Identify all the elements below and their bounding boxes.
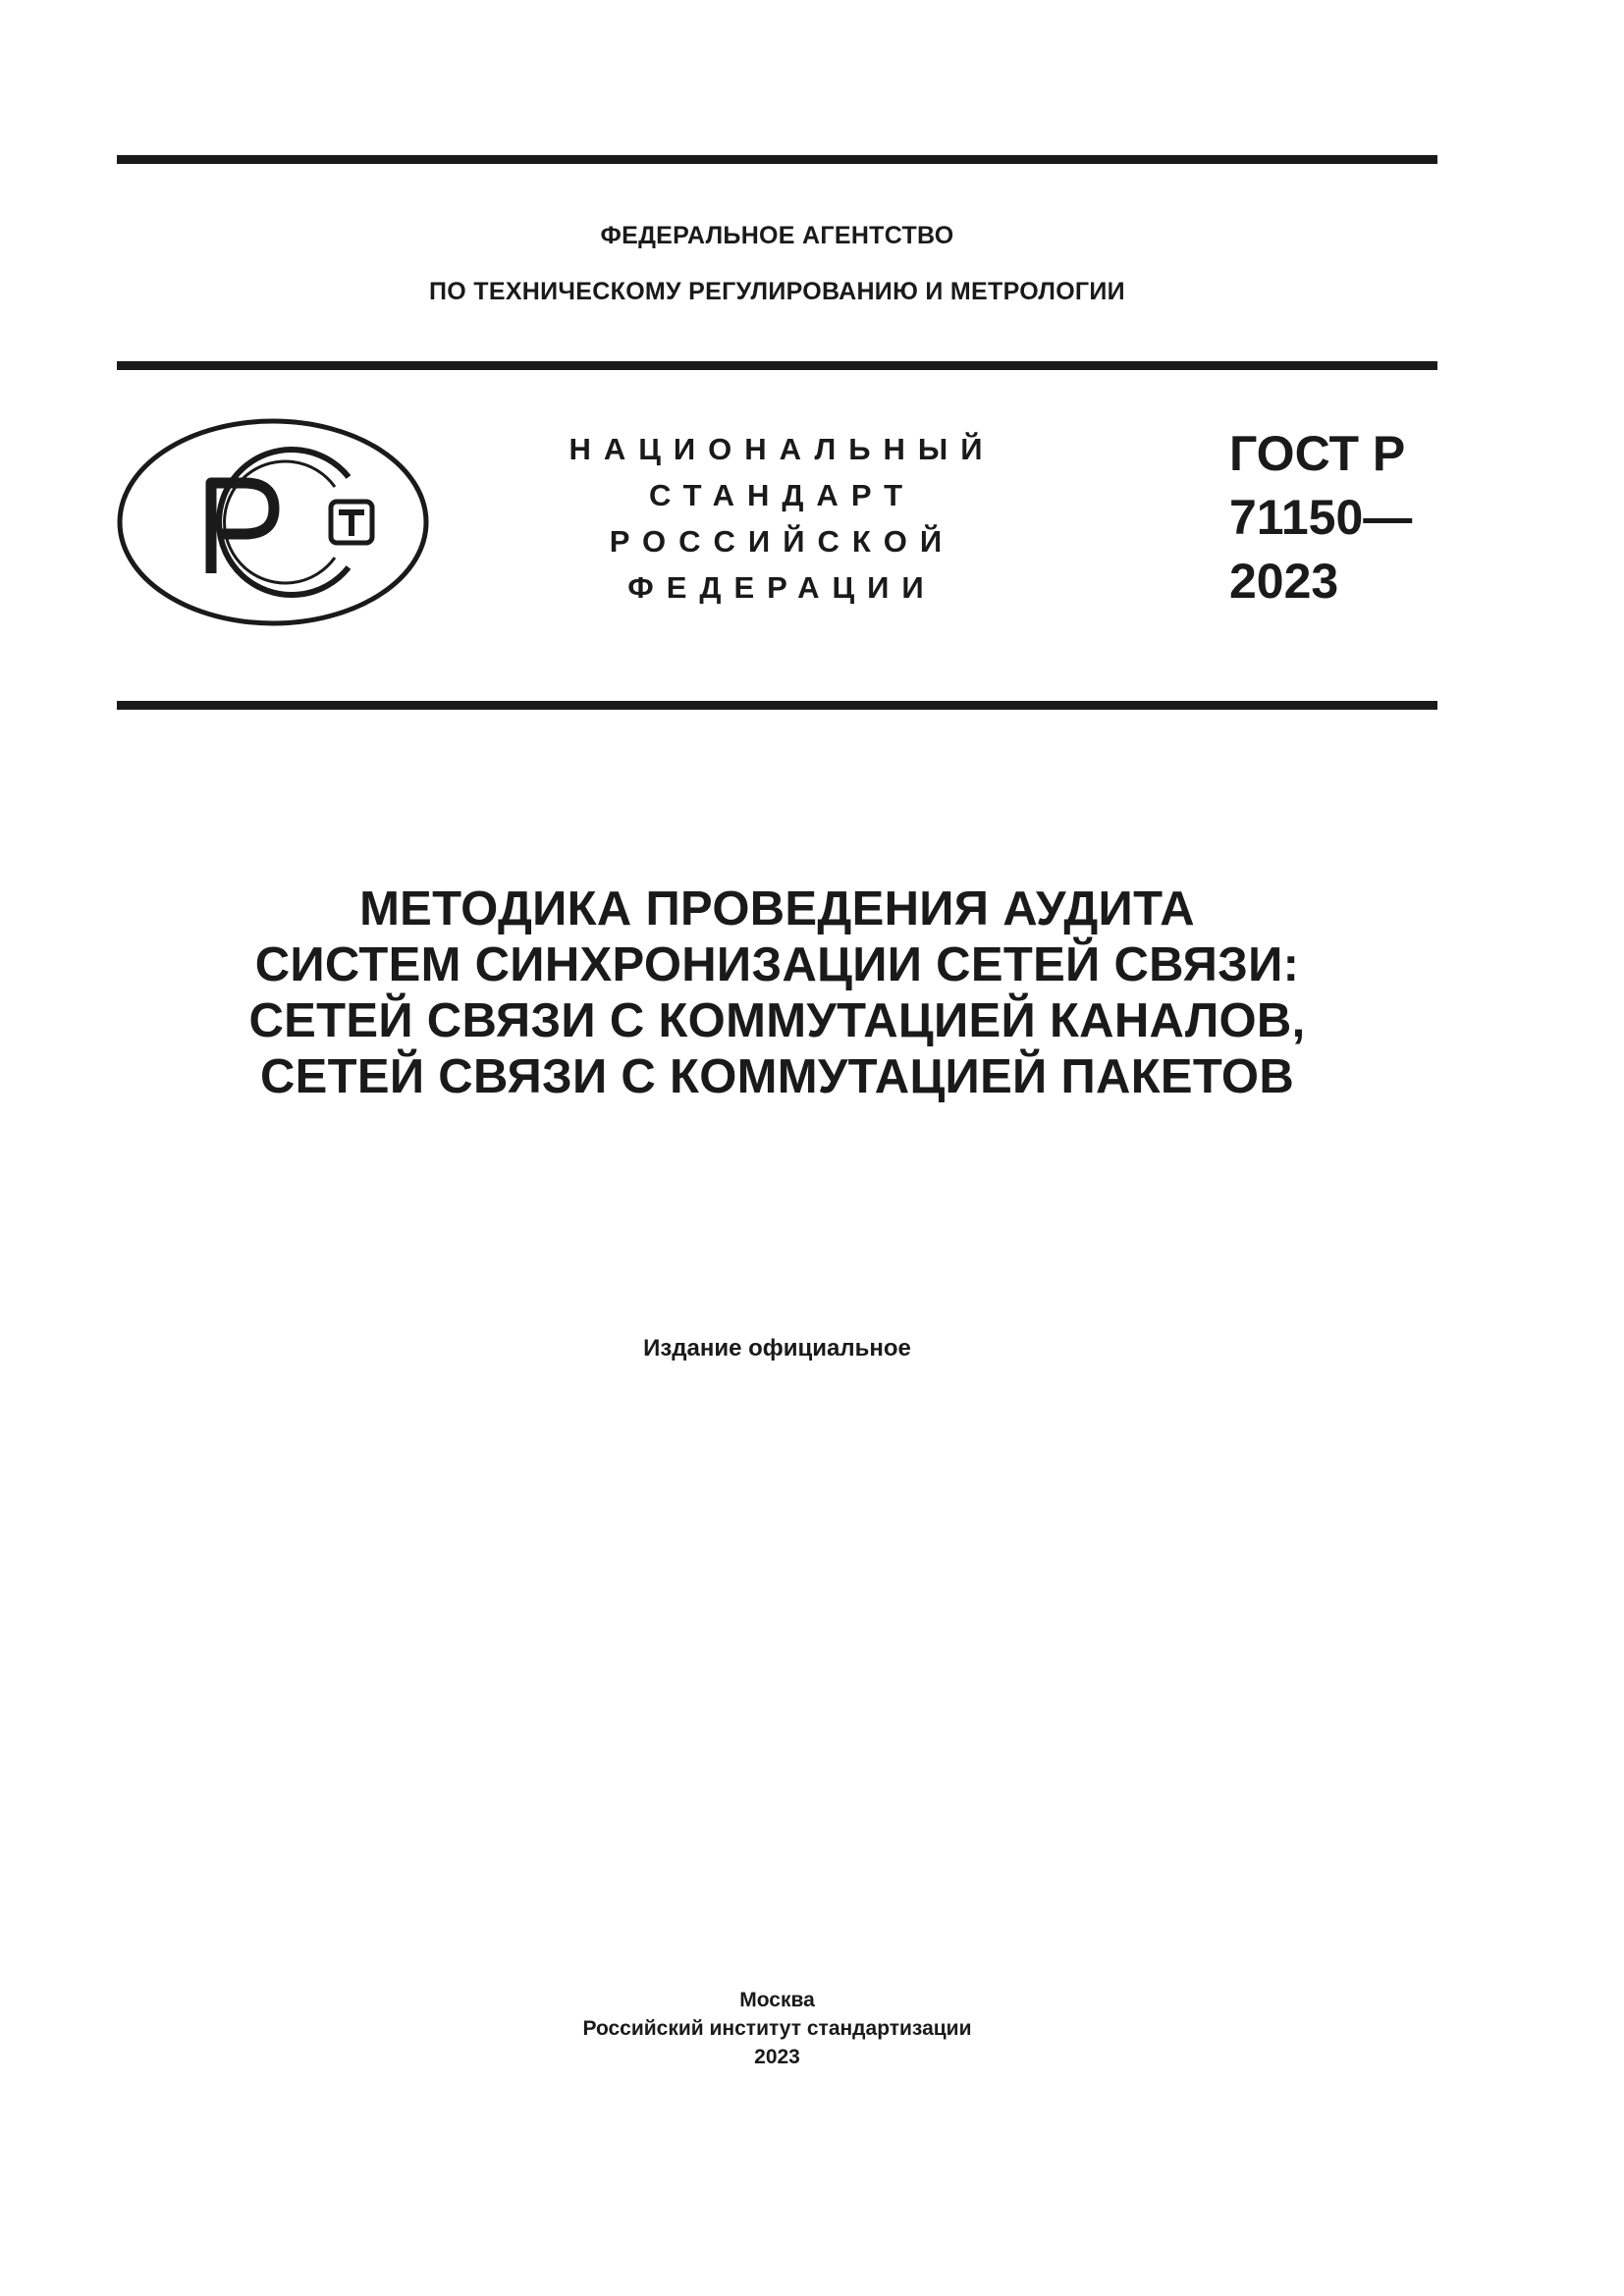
title-line: МЕТОДИКА ПРОВЕДЕНИЯ АУДИТА [359, 882, 1195, 935]
standard-type-line: РОССИЙСКОЙ [609, 524, 955, 559]
rst-logo-icon [117, 418, 429, 626]
imprint-city: Москва [739, 1989, 815, 2011]
title-line: СЕТЕЙ СВЯЗИ С КОММУТАЦИЕЙ КАНАЛОВ, [248, 994, 1306, 1047]
standard-number-line: 2023 [1229, 554, 1339, 609]
middle-rule [117, 361, 1437, 370]
standard-type-line: ФЕДЕРАЦИИ [627, 570, 937, 605]
standard-type-block [530, 426, 1021, 611]
bottom-rule [117, 701, 1437, 710]
standard-type-line: СТАНДАРТ [648, 478, 916, 512]
title-line: СИСТЕМ СИНХРОНИЗАЦИИ СЕТЕЙ СВЯЗИ: [254, 938, 1300, 991]
standard-number-block [1229, 422, 1412, 614]
agency-name-line-1: ФЕДЕРАЛЬНОЕ АГЕНТСТВО [600, 222, 954, 249]
standard-type-line: НАЦИОНАЛЬНЫЙ [568, 432, 996, 466]
standard-number-line: ГОСТ Р [1229, 426, 1406, 481]
imprint-block [117, 1986, 1437, 2071]
imprint-year: 2023 [754, 2046, 800, 2068]
title-line: СЕТЕЙ СВЯЗИ С КОММУТАЦИЕЙ ПАКЕТОВ [259, 1050, 1295, 1103]
edition-note: Издание официальное [643, 1335, 911, 1362]
top-rule [117, 155, 1437, 164]
imprint-publisher: Российский институт стандартизации [582, 2017, 972, 2040]
standard-number-line: 71150— [1229, 490, 1413, 545]
document-title [117, 881, 1437, 1105]
agency-name-line-2: ПО ТЕХНИЧЕСКОМУ РЕГУЛИРОВАНИЮ И МЕТРОЛОГИИ [429, 278, 1125, 305]
